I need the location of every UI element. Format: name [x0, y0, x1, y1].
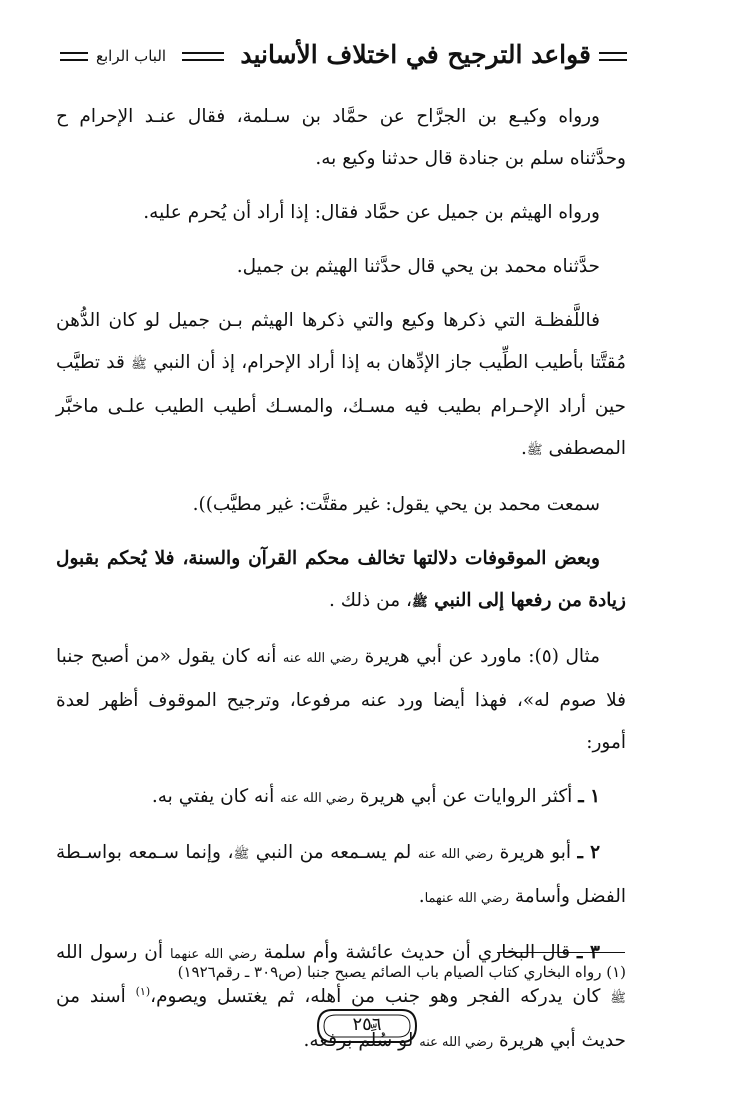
paragraph: ورواه الهيثم بن جميل عن حمَّاد فقال: إذا أراد أن يُحرم عليه. [143, 202, 600, 223]
header-ornament-left [60, 52, 88, 61]
honorific-glyph: ﷺ [411, 595, 428, 610]
paragraph: سمعت محمد بن يحي يقول: غير مقتَّت: غير مطيَّب)). [192, 494, 600, 515]
honorific-glyph: رضي الله عنه [282, 651, 359, 666]
running-header [60, 36, 627, 76]
point-number: ٢ ـ [577, 842, 601, 863]
header-ornament-right [599, 52, 627, 61]
book-title: قواعد الترجيح في اختلاف الأسانيد [240, 39, 591, 69]
point-number: ٣ ـ [577, 942, 600, 963]
honorific-glyph: ﷺ [131, 357, 147, 372]
honorific-glyph: رضي الله عنهما [424, 891, 509, 906]
honorific-glyph: ﷺ [526, 443, 543, 458]
numbered-point: ٢ ـ أبو هريرة رضي الله عنه لم يسـمعه من النبي ﷺ، وإنما سـمعه بواسـطة الفضل وأسامة رضي الله عنهما. [56, 842, 626, 907]
numbered-point: ٣ ـ قال البخاري أن حديث عائشة وأم سلمة رضي الله عنهما أن رسول الله ﷺ كان يدركه الفجر وهو جنب من أهله، ثم يغتسل ويصوم،$^{(١)}$ أسند من حديث أبي هريرة رضي الله عنه لو سُلِّم برفعه. [56, 942, 626, 1051]
footnote-divider [497, 952, 625, 953]
paragraph: ورواه وكيـع بن الجرَّاح عن حمَّاد بن سـلمة، فقال عنـد الإحرام ح وحدَّثناه سلم بن جنادة قال حدثنا وكيع به. [56, 106, 626, 169]
honorific-glyph: ﷺ [233, 847, 250, 862]
footnote: (١) رواه البخاري كتاب الصيام باب الصائم يصبح جنبا (ص٣٠٩ ـ رقم١٩٢٦) [177, 963, 626, 981]
header-rule [182, 52, 224, 61]
numbered-point: ١ ـ أكثر الروايات عن أبي هريرة رضي الله عنه أنه كان يفتي به. [151, 786, 600, 807]
page-number: ٢٥٦ [352, 1014, 382, 1035]
paragraph-bold: وبعض الموقوفات دلالتها تخالف محكم القرآن والسنة، فلا يُحكم بقبول زيادة من رفعها إلى النبي ﷺ، من ذلك . [56, 548, 626, 611]
example-paragraph: مثال (٥): ماورد عن أبي هريرة رضي الله عنه أنه كان يقول «من أصبح جنبا فلا صوم له»، فهذا أيضا ورد عنه مرفوعا، وترجيح الموقوف أظهر لعدة أمور: [56, 646, 626, 753]
chapter-title: الباب الرابع [96, 47, 167, 65]
honorific-glyph: ﷺ [610, 991, 626, 1006]
honorific-glyph: رضي الله عنه [280, 791, 355, 806]
paragraph: حدَّثناه محمد بن يحي قال حدَّثنا الهيثم بن جميل. [236, 256, 600, 277]
honorific-glyph: رضي الله عنه [417, 847, 494, 862]
point-number: ١ ـ [578, 786, 600, 807]
footnote-marker[interactable]: (١) [135, 984, 151, 998]
honorific-glyph: رضي الله عنه [419, 1035, 494, 1050]
main-text [56, 96, 626, 1076]
paragraph: فاللَّفظـة التي ذكرها وكيع والتي ذكرها الهيثم بـن جميل لو كان الدُّهن مُقتَّتا بأطيب الطِّيب جاز الإدِّهان به إذا أراد الإحرام، إذ أن النبي ﷺ قد تطيَّب حين أراد الإحـرام بطيب فيه مسـك، والمسـك أطيب الطيب علـى ماخبَّر المصطفى ﷺ. [56, 310, 627, 459]
page-number-badge [312, 1006, 422, 1046]
honorific-glyph: رضي الله عنهما [169, 947, 257, 962]
